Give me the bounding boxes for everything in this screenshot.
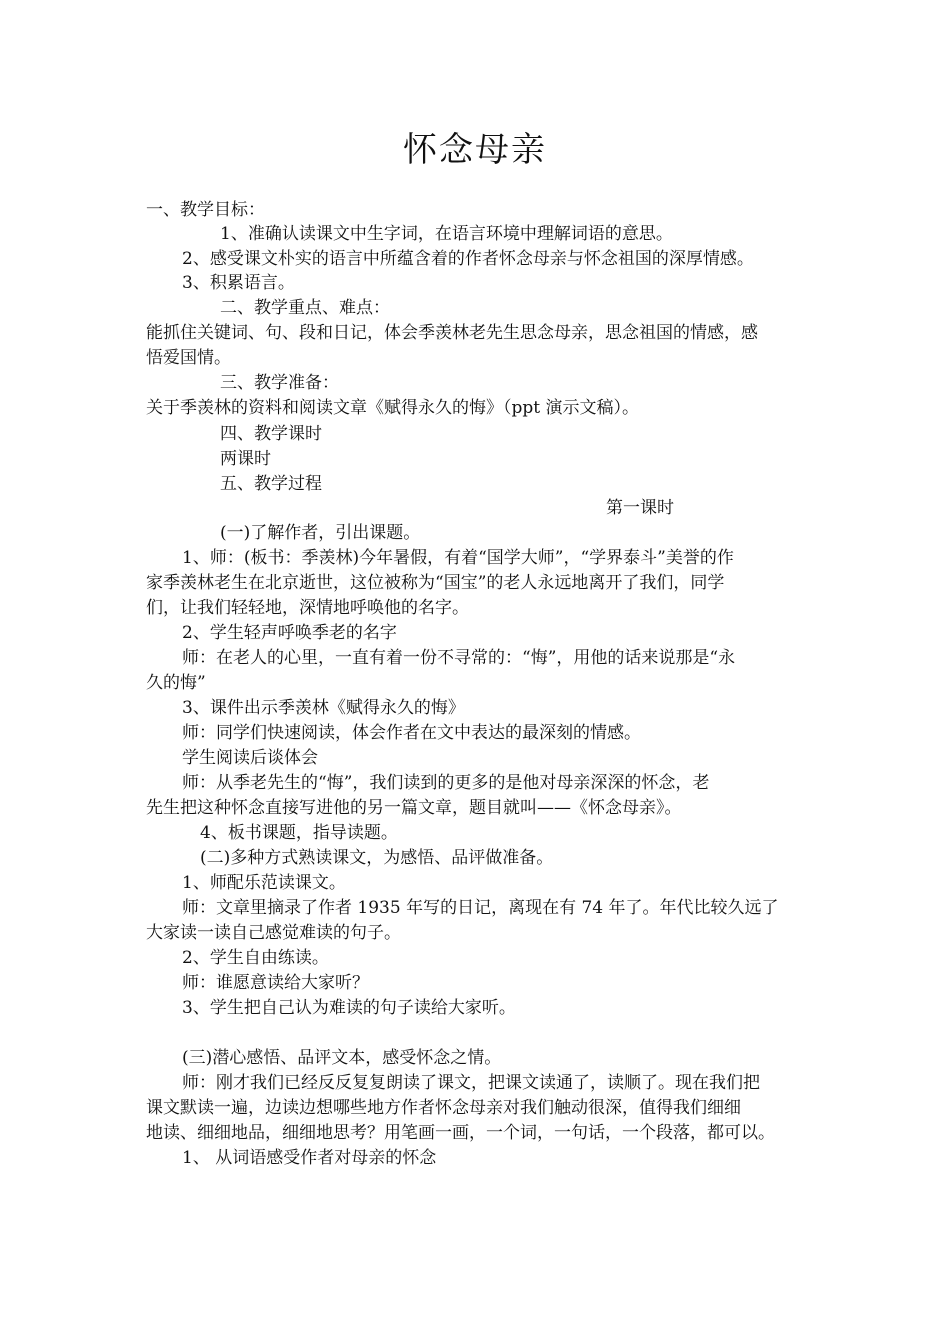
text-line: 大家读一读自己感觉难读的句子。 — [146, 923, 401, 943]
text-line: 五、教学过程 — [220, 474, 322, 494]
text-line: 关于季羡林的资料和阅读文章《赋得永久的悔》（ppt 演示文稿）。 — [146, 398, 639, 418]
text-line: 2、学生轻声呼唤季老的名字 — [182, 623, 397, 643]
text-line: 三、教学准备： — [220, 373, 339, 393]
text-line: 们，让我们轻轻地，深情地呼唤他的名字。 — [146, 598, 469, 618]
text-line: 学生阅读后谈体会 — [182, 748, 318, 768]
text-line: 师：从季老先生的“悔”，我们读到的更多的是他对母亲深深的怀念，老 — [182, 773, 710, 793]
text-line: 1、准确认读课文中生字词，在语言环境中理解词语的意思。 — [220, 224, 673, 244]
text-line: 4、板书课题，指导读题。 — [200, 823, 398, 843]
text-line: 3、课件出示季羡林《赋得永久的悔》 — [182, 698, 465, 718]
text-line: 师：文章里摘录了作者 1935 年写的日记，离现在有 74 年了。年代比较久远了 — [182, 898, 779, 918]
text-line: 先生把这种怀念直接写进他的另一篇文章，题目就叫——《怀念母亲》。 — [146, 798, 682, 818]
text-line: 2、感受课文朴实的语言中所蕴含着的作者怀念母亲与怀念祖国的深厚情感。 — [182, 249, 754, 269]
document-title: 怀念母亲 — [403, 130, 547, 170]
text-line: 悟爱国情。 — [146, 348, 231, 368]
text-line: 家季羡林老生在北京逝世，这位被称为“国宝”的老人永远地离开了我们，同学 — [146, 573, 725, 593]
text-line: 3、积累语言。 — [182, 273, 295, 293]
text-line: (二)多种方式熟读课文，为感悟、品评做准备。 — [200, 848, 554, 868]
text-line: (一)了解作者，引出课题。 — [220, 523, 421, 543]
text-line: 两课时 — [220, 449, 271, 469]
text-line: 师：同学们快速阅读，体会作者在文中表达的最深刻的情感。 — [182, 723, 641, 743]
text-line: 1、师配乐范读课文。 — [182, 873, 346, 893]
text-line: 久的悔” — [146, 673, 206, 693]
text-line: 师：刚才我们已经反反复复朗读了课文，把课文读通了，读顺了。现在我们把 — [182, 1073, 760, 1093]
text-line: 四、教学课时 — [220, 424, 322, 444]
text-line: 师：谁愿意读给大家听？ — [182, 973, 369, 993]
text-line: 2、学生自由练读。 — [182, 948, 329, 968]
text-line: 能抓住关键词、句、段和日记，体会季羡林老先生思念母亲，思念祖国的情感，感 — [146, 323, 758, 343]
text-line: 一、教学目标： — [146, 200, 265, 220]
text-line: (三)潜心感悟、品评文本，感受怀念之情。 — [182, 1048, 502, 1068]
text-line: 课文默读一遍，边读边想哪些地方作者怀念母亲对我们触动很深，值得我们细细 — [146, 1098, 741, 1118]
text-line: 师：在老人的心里，一直有着一份不寻常的：“悔”，用他的话来说那是“永 — [182, 648, 736, 668]
text-line: 3、学生把自己认为难读的句子读给大家听。 — [182, 998, 516, 1018]
text-line: 1、师：(板书：季羡林)今年暑假，有着“国学大师”，“学界泰斗”美誉的作 — [182, 548, 734, 568]
text-line: 1、 从词语感受作者对母亲的怀念 — [182, 1148, 437, 1168]
text-line: 二、教学重点、难点： — [220, 298, 390, 318]
text-line: 地读、细细地品，细细地思考？用笔画一画，一个词，一句话，一个段落，都可以。 — [146, 1123, 775, 1143]
section-heading: 第一课时 — [606, 498, 674, 518]
